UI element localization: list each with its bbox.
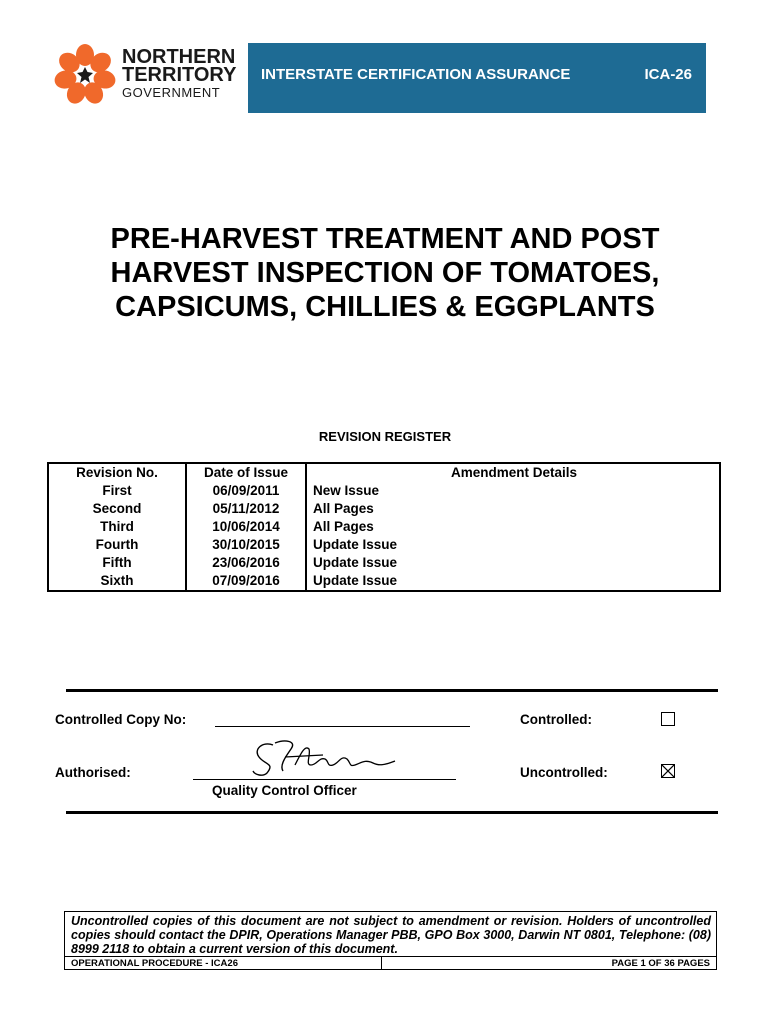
table-row <box>48 500 720 518</box>
amendment-details: All Pages <box>313 519 374 534</box>
controlled-copy-no-field[interactable] <box>215 726 470 727</box>
date-of-issue: 10/06/2014 <box>186 518 306 536</box>
footer-box <box>64 911 717 970</box>
signature-image <box>245 735 405 780</box>
banner-doc-code: ICA-26 <box>644 66 692 83</box>
amendment-details: All Pages <box>313 501 374 516</box>
footer-divider <box>381 957 382 970</box>
amendment-details: Update Issue <box>313 555 398 570</box>
header-revision-no: Revision No. <box>48 463 186 482</box>
revision-no: Fifth <box>48 554 186 572</box>
top-divider <box>66 689 718 692</box>
footer-bar <box>65 956 716 970</box>
logo-line-territory: TERRITORY <box>122 64 237 86</box>
uncontrolled-copy-notice: Uncontrolled copies of this document are not subject to amendment or revision. Holders of uncontrolled copies should contact the DPIR, Operations Manager PBB, GPO Box 3000, Darwin NT 0801, Telephone: (08) 8999 2118 to obtain a current version of this document. <box>71 914 711 956</box>
date-of-issue: 05/11/2012 <box>186 500 306 518</box>
amendment-details: New Issue <box>313 483 380 498</box>
revision-no: First <box>48 482 186 500</box>
date-of-issue: 23/06/2016 <box>186 554 306 572</box>
controlled-copy-no-label: Controlled Copy No: <box>55 712 187 727</box>
date-of-issue: 07/09/2016 <box>186 572 306 591</box>
banner-title: INTERSTATE CERTIFICATION ASSURANCE <box>261 66 571 83</box>
controlled-label: Controlled: <box>520 712 592 727</box>
title-line-1: PRE-HARVEST TREATMENT AND POST <box>110 223 660 255</box>
date-of-issue: 30/10/2015 <box>186 536 306 554</box>
header-amendment-details: Amendment Details <box>450 465 578 480</box>
title-line-2: HARVEST INSPECTION OF TOMATOES, <box>110 257 660 289</box>
logo-line-government: GOVERNMENT <box>122 85 221 100</box>
date-of-issue: 06/09/2011 <box>186 482 306 500</box>
header-banner <box>248 43 706 113</box>
bottom-divider <box>66 811 718 814</box>
uncontrolled-label: Uncontrolled: <box>520 765 608 780</box>
checked-x-icon <box>662 765 674 777</box>
authorised-role: Quality Control Officer <box>212 783 357 798</box>
revision-register-table <box>47 462 721 592</box>
table-row <box>48 554 720 572</box>
revision-no: Sixth <box>48 572 186 591</box>
amendment-details: Update Issue <box>313 573 398 588</box>
flower-logo-icon <box>52 42 118 108</box>
logo-line-northern: NORTHERN <box>122 46 236 68</box>
uncontrolled-checkbox[interactable] <box>661 764 675 778</box>
revision-no: Third <box>48 518 186 536</box>
controlled-checkbox[interactable] <box>661 712 675 726</box>
header-date-of-issue: Date of Issue <box>186 463 306 482</box>
table-row <box>48 572 720 591</box>
table-row <box>48 482 720 500</box>
footer-page-number: PAGE 1 OF 36 PAGES <box>611 958 710 969</box>
table-header-row <box>48 463 720 482</box>
table-row <box>48 518 720 536</box>
revision-no: Fourth <box>48 536 186 554</box>
amendment-details: Update Issue <box>313 537 398 552</box>
footer-procedure: OPERATIONAL PROCEDURE - ICA26 <box>71 958 238 969</box>
revision-register-heading: REVISION REGISTER <box>318 429 452 444</box>
revision-no: Second <box>48 500 186 518</box>
table-row <box>48 536 720 554</box>
nt-government-logo <box>52 42 242 108</box>
document-title <box>40 222 730 324</box>
authorised-label: Authorised: <box>55 765 131 780</box>
title-line-3: CAPSICUMS, CHILLIES & EGGPLANTS <box>115 291 655 323</box>
